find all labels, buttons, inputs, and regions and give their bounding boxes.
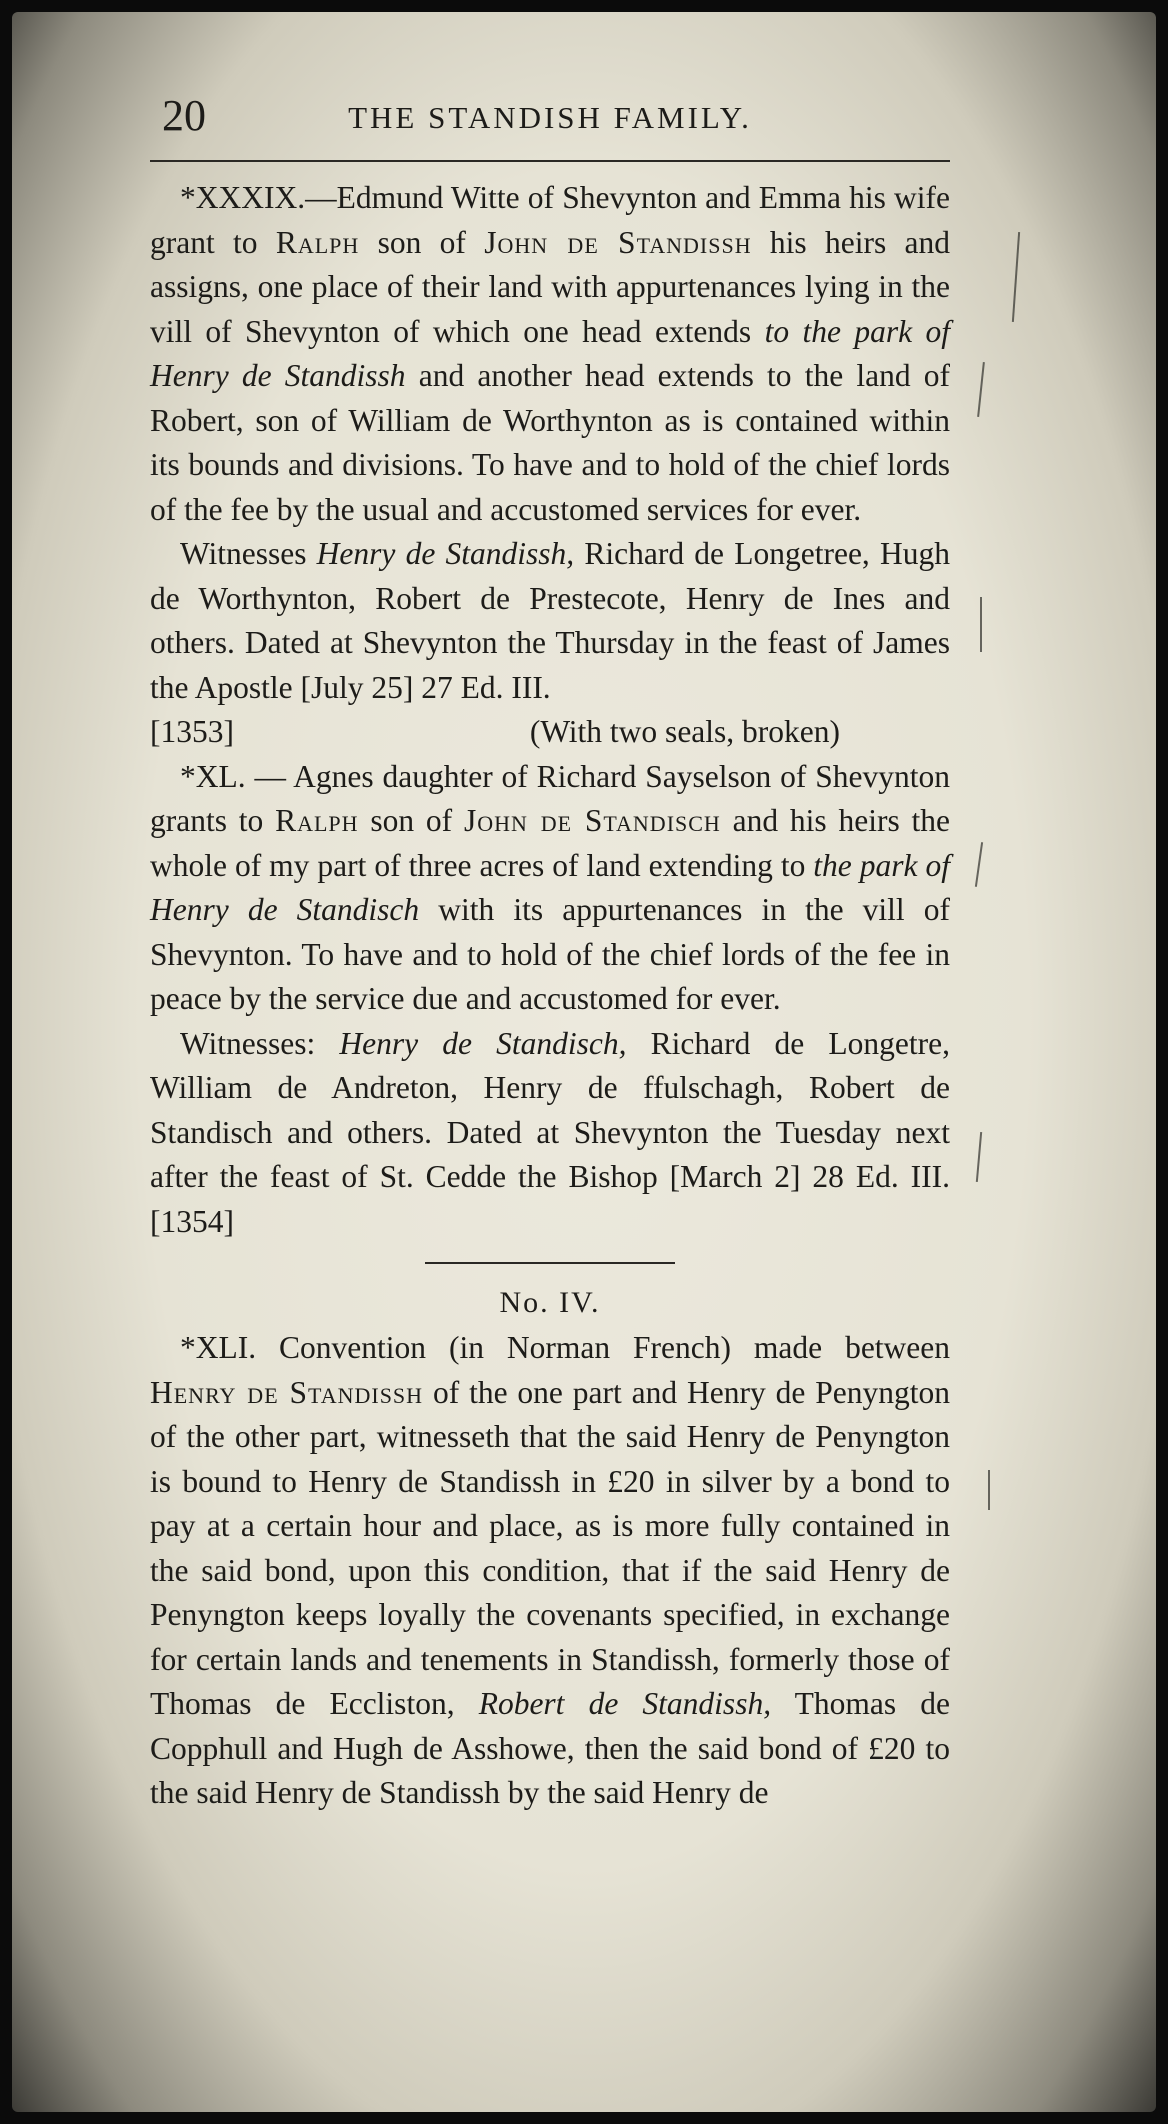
italic-phrase: Robert de Standissh, <box>478 1686 772 1721</box>
witness-italic: Henry de Standissh, <box>316 536 575 571</box>
deed-xxxix-witnesses <box>150 532 950 710</box>
deed-text: of the one part and Henry de Penyngton of the other part, witnesseth that the said Henry de Penyngton is bound to Henry de Standissh in £20 in silver by a bond to pay at a certain hour and place, as is more fully contained in the said bond, upon this condition, that if the said Henry de Penyngton keeps loyally the covenants specified, in exchange for certain lands and tenements in Standissh, formerly those of Thomas de Eccliston, <box>150 1374 950 1721</box>
witness-list: Richard de Longetree, Hugh de Worthynton, Robert de Prestecote, Henry de Ines and others. Dated at Shevynton the Thursday in the feast of James the Apostle [July 25] 27 Ed. III. <box>150 536 950 705</box>
section-title: No. IV. <box>499 1286 601 1319</box>
deed-text: and another head extends to the land of Robert, son of William de Worthynton as is contained within its bounds and divisions. To have and to hold of the chief lords of the fee by the usual and accustomed services for ever. <box>150 358 950 527</box>
deed-xl-witnesses <box>150 1022 950 1245</box>
italic-phrase: the park of Henry de Standisch <box>150 847 950 927</box>
grantee-name: Ralph <box>275 803 359 838</box>
deed-text: Agnes daughter of Richard Sayselson of Shevynton grants to <box>150 758 950 838</box>
seal-note: (With two seals, broken) <box>529 714 840 749</box>
margin-pencil-mark <box>975 842 983 887</box>
deed-text: son of <box>358 803 464 838</box>
deed-text: his heirs and assigns, one place of their land with appurtenances lying in the vill of Shevynton of which one head extends <box>150 224 950 349</box>
section-divider <box>425 1262 675 1264</box>
deed-text: and his heirs the whole of my part of three acres of land extending to <box>150 803 950 883</box>
deed-xxxix <box>150 162 950 755</box>
witness-list: Richard de Longetre, William de Andreton, Henry de ffulschagh, Robert de Standisch and others. Dated at Shevynton the Tuesday next after the feast of St. Cedde the Bishop [March 2] 28 Ed. III. [1354] <box>150 1025 950 1239</box>
grantee-father: John de Standisch <box>463 803 721 838</box>
margin-pencil-mark <box>1012 232 1020 322</box>
deed-xxxix-paragraph <box>150 176 950 532</box>
deed-number: *XL. — <box>180 758 294 794</box>
section-iv <box>150 1286 950 1816</box>
page-frame <box>12 12 1156 2112</box>
deed-text: Convention (in Norman French) made between <box>279 1330 951 1365</box>
margin-pencil-mark <box>988 1470 990 1510</box>
grantee-father: John de Standissh <box>484 224 752 260</box>
deed-xl-paragraph <box>150 755 950 1022</box>
deed-number: *XXXIX.— <box>180 180 337 215</box>
book-page <box>150 82 950 2042</box>
deed-text: with its appurtenances in the vill of Shevynton. To have and to hold of the chief lords of the fee in peace by the service due and accustomed for ever. <box>150 892 950 1016</box>
deed-xli-paragraph <box>150 1326 950 1816</box>
party-name: Henry de Standissh <box>150 1374 424 1410</box>
running-title: THE STANDISH FAMILY. <box>348 100 752 135</box>
witness-intro: Witnesses <box>180 536 317 571</box>
page-number: 20 <box>162 91 206 140</box>
italic-phrase: to the park of Henry de Standissh <box>150 313 950 393</box>
margin-pencil-mark <box>977 362 985 417</box>
deed-year: [1353] <box>150 714 234 749</box>
margin-pencil-mark <box>976 1132 982 1182</box>
deed-text: Edmund Witte of Shevynton and Emma his wife grant to <box>150 180 950 260</box>
deed-text: son of <box>359 224 485 260</box>
seal-line <box>150 710 950 755</box>
deed-xl <box>150 755 950 1245</box>
grantee-name: Ralph <box>275 224 360 260</box>
witness-italic: Henry de Standisch, <box>339 1025 627 1061</box>
deed-number: *XLI. <box>180 1330 280 1365</box>
witness-intro: Witnesses: <box>180 1025 340 1061</box>
margin-pencil-mark <box>980 597 982 652</box>
deed-text: Thomas de Copphull and Hugh de Asshowe, then the said bond of £20 to the said Henry de Standissh by the said Henry de <box>150 1686 950 1810</box>
running-head <box>150 82 950 162</box>
